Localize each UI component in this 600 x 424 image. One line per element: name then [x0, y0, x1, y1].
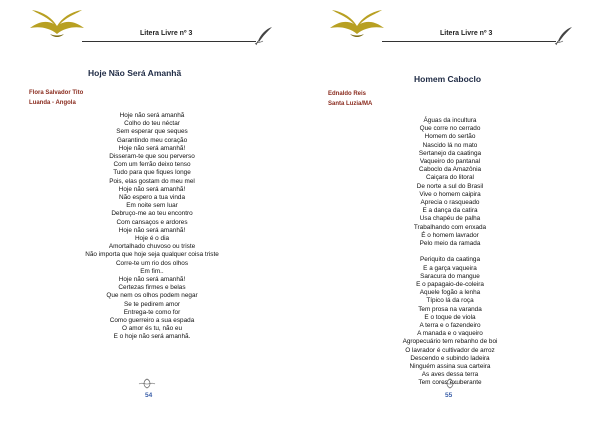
- verse-line: Sertanejo da caatinga: [418, 149, 482, 157]
- verse-line: Amortalhado chuvoso ou triste: [108, 243, 196, 251]
- poem-verses: [340, 117, 560, 388]
- poem-author: Flora Salvador Tito: [29, 90, 84, 96]
- winged-emblem-icon: [328, 8, 386, 40]
- verse-line: E a dança da catira: [422, 207, 478, 215]
- verse-line: Trabalhando com enxada: [413, 223, 487, 231]
- verse-line: A terra e o fazendeiro: [419, 322, 481, 330]
- verse-line: Não espero a tua vinda: [118, 194, 186, 202]
- verse-line: Sem esperar que seques: [116, 128, 188, 136]
- verse-line: Certezas firmes e belas: [118, 284, 186, 292]
- verse-line: Como guerreiro a sua espada: [109, 317, 195, 325]
- verse-line: Debruço-me ao teu encontro: [111, 210, 193, 218]
- verse-line: Aprecia o rasqueado: [420, 199, 480, 207]
- verse-line: Corre-te um rio dos olhos: [115, 259, 189, 267]
- quill-pen-icon: [254, 26, 274, 46]
- verse-line: Típico lá da roça: [426, 297, 474, 305]
- verse-line: Vaqueiro do pantanal: [419, 158, 481, 166]
- page-header: [322, 6, 578, 46]
- verse-line: Vive o homem caipira: [419, 190, 481, 198]
- verse-line: Agropecuário tem rebanho de boi: [402, 338, 498, 346]
- verse-line: Que corre no cerrado: [419, 125, 481, 133]
- verse-line: Hoje não será amanhã!: [118, 144, 186, 152]
- verse-line: Tem cores exuberante: [418, 379, 482, 387]
- verse-line: Garantindo meu coração: [116, 136, 188, 144]
- verse-line: Aquele fogão a lenha: [419, 289, 481, 297]
- verse-line: Usa chapéu de palha: [419, 215, 481, 223]
- verse-line: Que nem os olhos podem negar: [106, 292, 198, 300]
- page-header: [22, 6, 278, 46]
- verse-line: Saracura do mangue: [420, 272, 480, 280]
- verse-line: Tem prosa na varanda: [418, 305, 482, 313]
- verse-line: Hoje não será amanhã!: [118, 276, 186, 284]
- verse-line: Com um ferrão deixo tenso: [113, 161, 191, 169]
- poem-author: Ednaldo Reis: [328, 91, 367, 97]
- verse-line: É o homem lavrador: [421, 231, 479, 239]
- verse-line: Hoje não será amanhã!: [118, 226, 186, 234]
- verse-line: Homem do sertão: [424, 133, 476, 141]
- magazine-title: Litera Livre nº 3: [140, 30, 193, 37]
- verse-line: Periquito da caatinga: [419, 256, 481, 264]
- verse-line: Ninguém assina sua carteira: [409, 363, 491, 371]
- winged-emblem-icon: [28, 8, 86, 40]
- verse-line: Caboclo da Amazônia: [418, 166, 482, 174]
- page-number: 55: [445, 392, 453, 399]
- header-rule: [82, 41, 256, 42]
- verse-line: E o toque de viola: [424, 313, 476, 321]
- poem-verses: [40, 112, 264, 342]
- verse-line: Hoje é o dia: [134, 235, 170, 243]
- verse-line: Colho do teu néctar: [124, 120, 180, 128]
- verse-line: Entrega-te como for: [123, 308, 181, 316]
- quill-pen-icon: [554, 26, 574, 46]
- verse-line: Pois, elas gostam do meu mel: [109, 177, 195, 185]
- flourish-ornament-icon: [137, 378, 157, 390]
- verse-line: Não importa que hoje seja qualquer coisa triste: [85, 251, 219, 259]
- stanza-break: [340, 248, 560, 256]
- verse-line: O amor és tu, não eu: [121, 325, 183, 333]
- verse-line: As aves dessa terra: [421, 371, 479, 379]
- verse-line: Pelo meio da ramada: [419, 240, 481, 248]
- verse-line: Descendo e subindo ladeira: [410, 354, 490, 362]
- header-rule: [382, 41, 556, 42]
- verse-line: Tudo para que fiques longe: [113, 169, 191, 177]
- verse-line: Nascido lá no mato: [422, 141, 478, 149]
- verse-line: Disseram-te que sou perverso: [109, 153, 195, 161]
- verse-line: Hoje não será amanhã!: [118, 185, 186, 193]
- poem-origin: Santa Luzia/MA: [328, 101, 373, 107]
- verse-line: E a garça vaqueira: [423, 264, 477, 272]
- verse-line: E o hoje não será amanhã.: [113, 333, 191, 341]
- flourish-ornament-icon: [440, 378, 460, 390]
- verse-line: A manada e o vaqueiro: [417, 330, 483, 338]
- poem-title: Homem Caboclo: [414, 74, 482, 84]
- verse-line: E o papagaio-de-coleira: [416, 281, 484, 289]
- verse-line: Com cansaços e ardores: [116, 218, 188, 226]
- right-page: [300, 0, 600, 424]
- verse-line: Em noite sem luar: [126, 202, 178, 210]
- verse-line: Caiçara do litoral: [426, 174, 474, 182]
- verse-line: Hoje não será amanhã: [119, 112, 185, 119]
- verse-line: De norte a sul do Brasil: [416, 182, 484, 190]
- poem-origin: Luanda - Angola: [29, 100, 76, 106]
- verse-line: Águas da incultura: [423, 117, 477, 124]
- page-number: 54: [145, 392, 153, 399]
- verse-line: Se te pedirem amor: [123, 300, 181, 308]
- poem-title: Hoje Não Será Amanhã: [88, 68, 182, 78]
- magazine-title: Litera Livre nº 3: [440, 30, 493, 37]
- verse-line: O lavrador é cultivador de arroz: [405, 346, 495, 354]
- verse-line: Em fim..: [140, 267, 164, 275]
